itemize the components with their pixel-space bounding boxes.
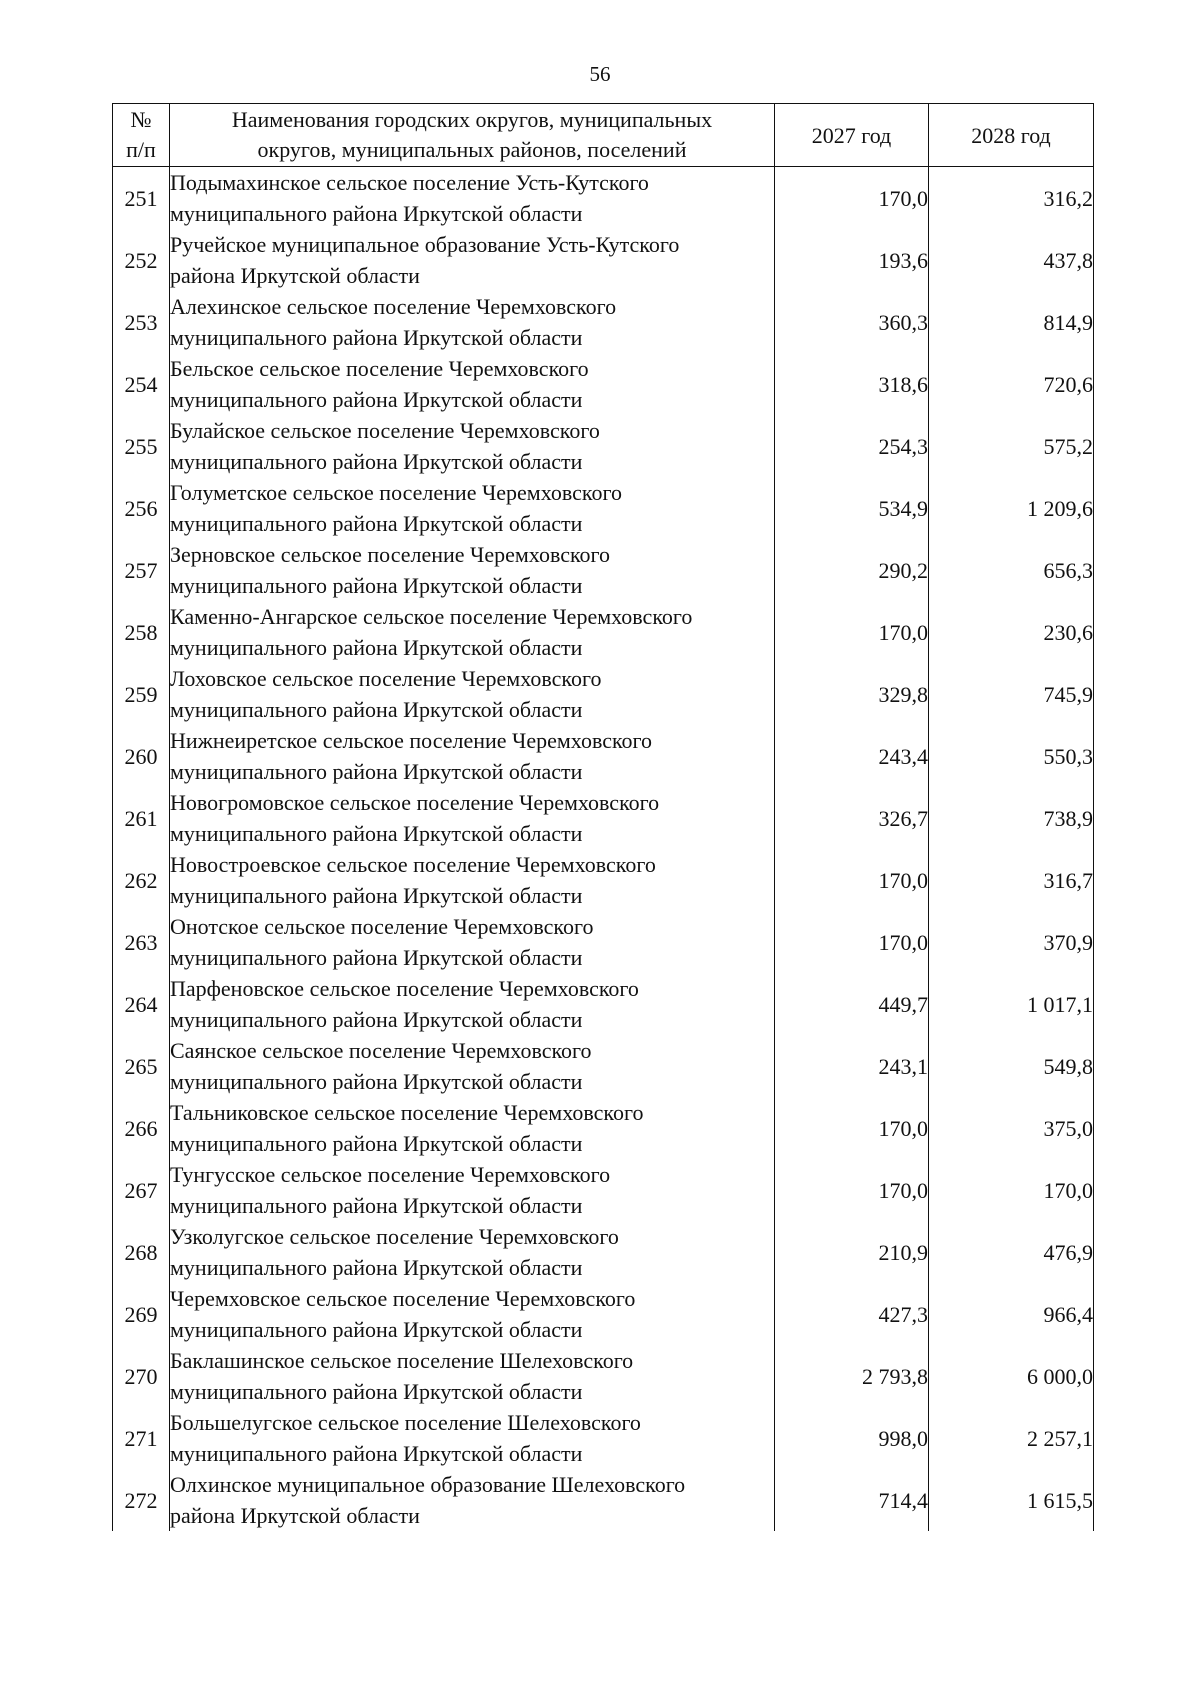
- row-number: 256: [113, 477, 170, 539]
- row-name: Онотское сельское поселение Черемховского муниципального района Иркутской области: [170, 911, 775, 973]
- row-number: 264: [113, 973, 170, 1035]
- table-row: [113, 539, 1094, 601]
- row-value-2028: 550,3: [929, 725, 1094, 787]
- row-name: Узколугское сельское поселение Черемховского муниципального района Иркутской области: [170, 1221, 775, 1283]
- table-row: [113, 973, 1094, 1035]
- row-value-2027: 360,3: [775, 291, 929, 353]
- header-number: № п/п: [113, 104, 170, 167]
- row-value-2027: 243,1: [775, 1035, 929, 1097]
- row-name: Подымахинское сельское поселение Усть-Кутского муниципального района Иркутской области: [170, 167, 775, 230]
- table-row: [113, 229, 1094, 291]
- budget-table: [112, 103, 1094, 1531]
- table-row: [113, 415, 1094, 477]
- row-value-2028: 549,8: [929, 1035, 1094, 1097]
- row-name: Олхинское муниципальное образование Шелеховского района Иркутской области: [170, 1469, 775, 1531]
- row-value-2027: 170,0: [775, 1159, 929, 1221]
- table-row: [113, 849, 1094, 911]
- row-name: Баклашинское сельское поселение Шелеховского муниципального района Иркутской области: [170, 1345, 775, 1407]
- row-name: Алехинское сельское поселение Черемховского муниципального района Иркутской области: [170, 291, 775, 353]
- table-row: [113, 291, 1094, 353]
- row-value-2028: 745,9: [929, 663, 1094, 725]
- row-name: Новогромовское сельское поселение Черемховского муниципального района Иркутской области: [170, 787, 775, 849]
- table-row: [113, 1097, 1094, 1159]
- table-row: [113, 1345, 1094, 1407]
- header-name: Наименования городских округов, муниципальных округов, муниципальных районов, поселений: [170, 104, 775, 167]
- row-value-2028: 720,6: [929, 353, 1094, 415]
- row-value-2027: 170,0: [775, 167, 929, 230]
- row-value-2027: 170,0: [775, 849, 929, 911]
- row-number: 253: [113, 291, 170, 353]
- row-number: 270: [113, 1345, 170, 1407]
- row-value-2028: 170,0: [929, 1159, 1094, 1221]
- row-value-2027: 427,3: [775, 1283, 929, 1345]
- row-name: Бельское сельское поселение Черемховского муниципального района Иркутской области: [170, 353, 775, 415]
- row-number: 255: [113, 415, 170, 477]
- table-row: [113, 663, 1094, 725]
- table-row: [113, 787, 1094, 849]
- row-value-2027: 318,6: [775, 353, 929, 415]
- row-number: 254: [113, 353, 170, 415]
- row-name: Лоховское сельское поселение Черемховского муниципального района Иркутской области: [170, 663, 775, 725]
- row-name: Тунгусское сельское поселение Черемховского муниципального района Иркутской области: [170, 1159, 775, 1221]
- row-value-2027: 243,4: [775, 725, 929, 787]
- row-number: 271: [113, 1407, 170, 1469]
- row-value-2027: 170,0: [775, 911, 929, 973]
- row-value-2028: 1 615,5: [929, 1469, 1094, 1531]
- table-row: [113, 167, 1094, 230]
- row-value-2028: 6 000,0: [929, 1345, 1094, 1407]
- row-value-2027: 2 793,8: [775, 1345, 929, 1407]
- row-value-2027: 254,3: [775, 415, 929, 477]
- header-year-2028: 2028 год: [929, 104, 1094, 167]
- row-name: Большелугское сельское поселение Шелеховского муниципального района Иркутской области: [170, 1407, 775, 1469]
- row-value-2028: 230,6: [929, 601, 1094, 663]
- row-value-2028: 437,8: [929, 229, 1094, 291]
- table-header-row: [113, 104, 1094, 167]
- row-value-2027: 449,7: [775, 973, 929, 1035]
- row-value-2028: 656,3: [929, 539, 1094, 601]
- row-name: Тальниковское сельское поселение Черемховского муниципального района Иркутской области: [170, 1097, 775, 1159]
- row-value-2028: 814,9: [929, 291, 1094, 353]
- row-value-2028: 1 017,1: [929, 973, 1094, 1035]
- row-value-2028: 575,2: [929, 415, 1094, 477]
- row-value-2028: 476,9: [929, 1221, 1094, 1283]
- row-number: 263: [113, 911, 170, 973]
- table-row: [113, 601, 1094, 663]
- row-value-2027: 998,0: [775, 1407, 929, 1469]
- row-value-2027: 714,4: [775, 1469, 929, 1531]
- table-row: [113, 1159, 1094, 1221]
- row-name: Зерновское сельское поселение Черемховского муниципального района Иркутской области: [170, 539, 775, 601]
- row-number: 252: [113, 229, 170, 291]
- table-row: [113, 1221, 1094, 1283]
- row-name: Голуметское сельское поселение Черемховского муниципального района Иркутской области: [170, 477, 775, 539]
- table-row: [113, 1035, 1094, 1097]
- row-name: Каменно-Ангарское сельское поселение Черемховского муниципального района Иркутской области: [170, 601, 775, 663]
- row-number: 260: [113, 725, 170, 787]
- table-row: [113, 911, 1094, 973]
- row-name: Булайское сельское поселение Черемховского муниципального района Иркутской области: [170, 415, 775, 477]
- row-value-2027: 210,9: [775, 1221, 929, 1283]
- row-value-2027: 170,0: [775, 601, 929, 663]
- row-value-2028: 966,4: [929, 1283, 1094, 1345]
- table-row: [113, 1469, 1094, 1531]
- row-value-2027: 329,8: [775, 663, 929, 725]
- row-number: 265: [113, 1035, 170, 1097]
- row-number: 269: [113, 1283, 170, 1345]
- row-value-2028: 316,2: [929, 167, 1094, 230]
- row-value-2027: 290,2: [775, 539, 929, 601]
- table-row: [113, 477, 1094, 539]
- row-value-2028: 370,9: [929, 911, 1094, 973]
- table-row: [113, 1283, 1094, 1345]
- table-row: [113, 353, 1094, 415]
- row-value-2027: 534,9: [775, 477, 929, 539]
- row-value-2027: 170,0: [775, 1097, 929, 1159]
- row-number: 272: [113, 1469, 170, 1531]
- row-number: 262: [113, 849, 170, 911]
- row-number: 257: [113, 539, 170, 601]
- row-name: Черемховское сельское поселение Черемховского муниципального района Иркутской области: [170, 1283, 775, 1345]
- table-body: [113, 167, 1094, 1532]
- row-value-2028: 316,7: [929, 849, 1094, 911]
- header-year-2027: 2027 год: [775, 104, 929, 167]
- row-value-2028: 1 209,6: [929, 477, 1094, 539]
- page-number: 56: [589, 62, 611, 86]
- row-number: 259: [113, 663, 170, 725]
- row-value-2028: 738,9: [929, 787, 1094, 849]
- table-row: [113, 725, 1094, 787]
- row-number: 261: [113, 787, 170, 849]
- row-name: Парфеновское сельское поселение Черемховского муниципального района Иркутской области: [170, 973, 775, 1035]
- row-name: Новостроевское сельское поселение Черемховского муниципального района Иркутской области: [170, 849, 775, 911]
- table-row: [113, 1407, 1094, 1469]
- row-value-2027: 326,7: [775, 787, 929, 849]
- row-number: 251: [113, 167, 170, 230]
- row-number: 267: [113, 1159, 170, 1221]
- row-number: 258: [113, 601, 170, 663]
- row-name: Саянское сельское поселение Черемховского муниципального района Иркутской области: [170, 1035, 775, 1097]
- row-number: 268: [113, 1221, 170, 1283]
- row-value-2028: 2 257,1: [929, 1407, 1094, 1469]
- row-name: Нижнеиретское сельское поселение Черемховского муниципального района Иркутской области: [170, 725, 775, 787]
- row-value-2028: 375,0: [929, 1097, 1094, 1159]
- row-number: 266: [113, 1097, 170, 1159]
- row-name: Ручейское муниципальное образование Усть-Кутского района Иркутской области: [170, 229, 775, 291]
- row-value-2027: 193,6: [775, 229, 929, 291]
